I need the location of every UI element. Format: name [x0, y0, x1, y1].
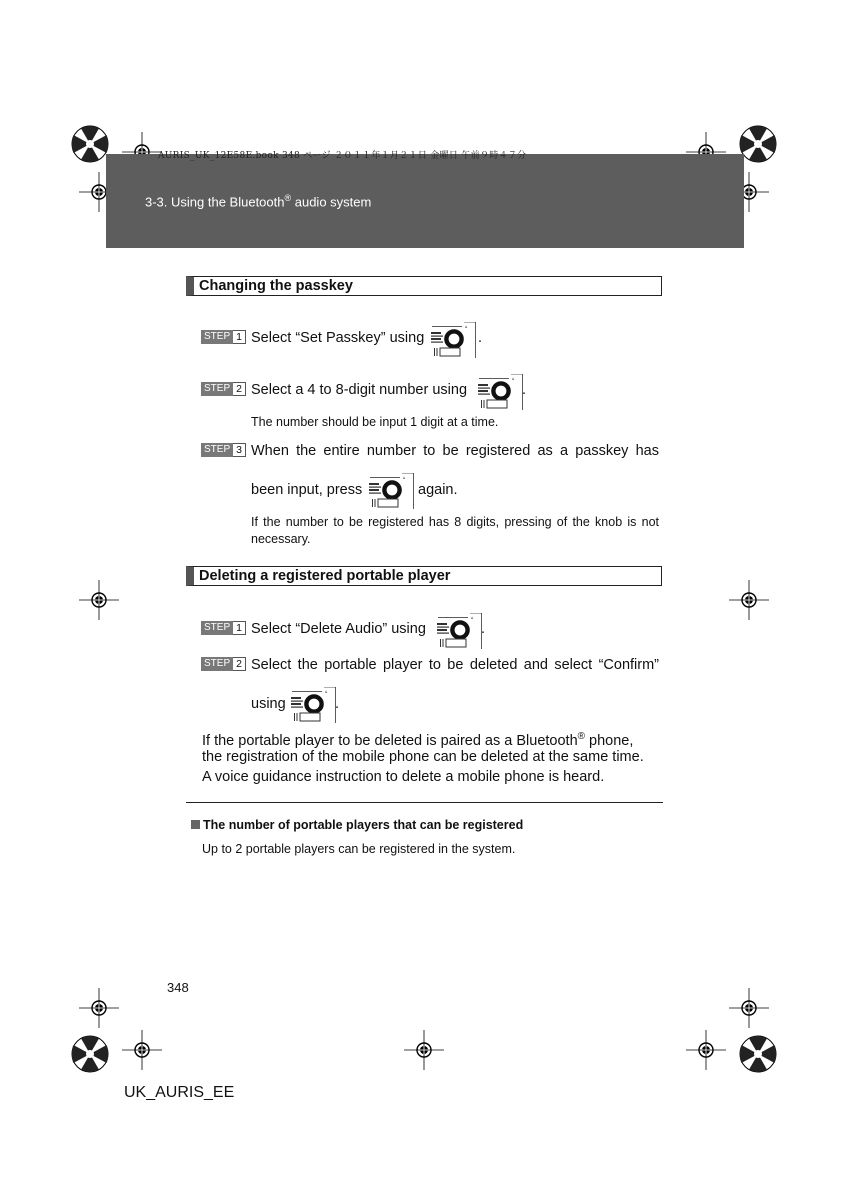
- audio-knob-icon: [290, 687, 336, 723]
- delete-step1-period: .: [481, 621, 486, 637]
- step-badge-number: 1: [233, 330, 246, 344]
- registration-target-icon: [686, 1030, 726, 1070]
- step-badge-number: 3: [233, 443, 246, 457]
- delete-step2-line1: Select the portable player to be deleted and select “Confirm”: [251, 657, 659, 673]
- audio-knob-icon: [430, 322, 476, 358]
- passkey-step1-period: .: [478, 330, 483, 346]
- step-badge-number: 2: [233, 657, 246, 671]
- registration-target-icon: [79, 988, 119, 1028]
- step-badge-word: STEP: [201, 657, 233, 671]
- note-title: The number of portable players that can be registered: [203, 818, 524, 832]
- passkey-step2-note: The number should be input 1 digit at a time.: [251, 415, 499, 429]
- delete-para-reg: ®: [577, 731, 586, 742]
- registration-wheel-icon: [70, 124, 110, 164]
- step-badge: [201, 657, 246, 671]
- registration-wheel-icon: [738, 124, 778, 164]
- section-title-prefix: 3-3. Using the Bluetooth: [145, 194, 285, 210]
- registration-wheel-icon: [738, 1034, 778, 1074]
- step-badge-word: STEP: [201, 621, 233, 635]
- step-badge-word: STEP: [201, 443, 233, 457]
- divider: [186, 802, 663, 803]
- step-badge: [201, 621, 246, 635]
- delete-step1-text: Select “Delete Audio” using: [251, 621, 426, 637]
- print-info-line: AURIS_UK_12E58E.book 348 ページ ２０１１年１月２１日 金曜日 午前９時４７分: [158, 151, 527, 161]
- audio-knob-icon: [477, 374, 523, 410]
- step-badge: [201, 382, 246, 396]
- step-badge-number: 2: [233, 382, 246, 396]
- delete-para-line2: the registration of the mobile phone can be deleted at the same time.: [202, 749, 644, 765]
- note-heading: [191, 818, 523, 832]
- step-badge: [201, 443, 246, 457]
- note-square-icon: [191, 820, 200, 829]
- delete-heading-text: Deleting a registered portable player: [199, 568, 451, 584]
- registration-wheel-icon: [70, 1034, 110, 1074]
- delete-para-b: phone,: [585, 732, 634, 749]
- delete-para-line3: A voice guidance instruction to delete a mobile phone is heard.: [202, 769, 605, 785]
- registration-target-icon: [404, 1030, 444, 1070]
- registration-target-icon: [122, 1030, 162, 1070]
- passkey-step3-note: If the number to be registered has 8 digits, pressing of the knob is not necessary.: [251, 515, 659, 546]
- audio-knob-icon: [368, 473, 414, 509]
- passkey-step3-line2b: again.: [418, 482, 458, 498]
- registration-target-icon: [729, 988, 769, 1028]
- registration-target-icon: [729, 580, 769, 620]
- delete-step2-line2: using: [251, 696, 286, 712]
- passkey-step3-line1: When the entire number to be registered as a passkey has: [251, 443, 659, 459]
- delete-para-a: If the portable player to be deleted is paired as a Bluetooth: [202, 732, 578, 749]
- note-text: Up to 2 portable players can be registered in the system.: [202, 842, 516, 856]
- step-badge: [201, 330, 246, 344]
- delete-heading: [186, 566, 662, 586]
- step-badge-number: 1: [233, 621, 246, 635]
- step-badge-word: STEP: [201, 330, 233, 344]
- step-badge-word: STEP: [201, 382, 233, 396]
- section-title-suffix: audio system: [291, 194, 372, 210]
- passkey-step2-period: .: [522, 382, 527, 398]
- delete-step2-period: .: [335, 696, 340, 712]
- page-number: 348: [167, 980, 189, 995]
- section-title: [145, 193, 371, 209]
- passkey-step2-text: Select a 4 to 8-digit number using: [251, 382, 468, 398]
- passkey-step1-text: Select “Set Passkey” using: [251, 330, 425, 346]
- audio-knob-icon: [436, 613, 482, 649]
- passkey-heading-text: Changing the passkey: [199, 278, 353, 294]
- delete-para-line1: [202, 728, 633, 750]
- model-code: UK_AURIS_EE: [124, 1084, 235, 1101]
- section-title-reg: ®: [284, 193, 292, 203]
- registration-target-icon: [79, 580, 119, 620]
- passkey-heading: [186, 276, 662, 296]
- passkey-step3-line2a: been input, press: [251, 482, 363, 498]
